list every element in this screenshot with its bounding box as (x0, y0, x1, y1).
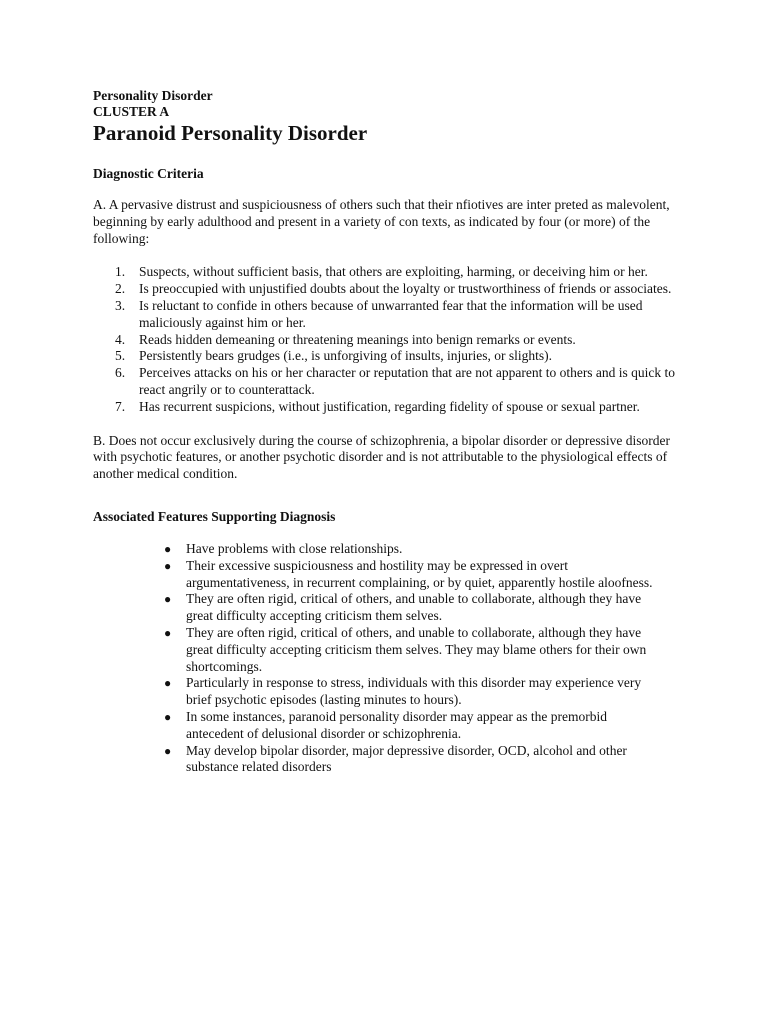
criteria-number: 3. (115, 297, 126, 313)
list-item-text: May develop bipolar disorder, major depressive disorder, OCD, alcohol and other substance related disorders (186, 742, 627, 775)
criteria-text: Persistently bears grudges (i.e., is unforgiving of insults, injuries, or slights). (139, 348, 552, 364)
list-item-text: They are often rigid, critical of others, and unable to collaborate, although they have great difficulty accepting criticism them selves. They may blame others for their own shortcomings. (186, 624, 647, 674)
criteria-number: 1. (115, 264, 126, 280)
criteria-number: 5. (115, 348, 126, 364)
bullet-icon: ● (164, 676, 172, 691)
list-item-text: Particularly in response to stress, individuals with this disorder may experience very brief psychotic episodes (lasting minutes to hours). (186, 675, 642, 708)
bullet-icon: ● (164, 743, 172, 758)
criteria-text: Is preoccupied with unjustified doubts about the loyalty or trustworthiness of friends or associates. (139, 281, 672, 297)
list-item (93, 625, 666, 675)
criteria-list (93, 264, 683, 415)
criteria-text: Suspects, without sufficient basis, that others are exploiting, harming, or deceiving him or her. (139, 264, 648, 280)
criteria-text: Has recurrent suspicions, without justification, regarding fidelity of spouse or sexual partner. (139, 398, 640, 414)
bullet-icon: ● (164, 541, 172, 556)
criteria-item (93, 399, 683, 416)
list-item (93, 743, 666, 777)
criteria-number: 2. (115, 281, 126, 297)
criteria-item (93, 332, 683, 349)
criteria-text: Is reluctant to confide in others because of unwarranted fear that the information will be used maliciously against him or her. (139, 297, 643, 330)
bullet-icon: ● (164, 625, 172, 640)
list-item (93, 558, 666, 592)
criteria-item (93, 348, 683, 365)
page-title: Paranoid Personality Disorder (93, 121, 368, 145)
list-item (93, 541, 666, 558)
document-kicker: Personality Disorder (93, 88, 213, 103)
criteria-number: 4. (115, 331, 126, 347)
criteria-item (93, 264, 683, 281)
list-item (93, 709, 666, 743)
cluster-label: CLUSTER A (93, 104, 170, 119)
criteria-item (93, 298, 683, 332)
criteria-item (93, 281, 683, 298)
bullet-icon: ● (164, 558, 172, 573)
criteria-item (93, 365, 683, 399)
associated-features-list (93, 541, 683, 776)
criteria-text: Reads hidden demeaning or threatening meanings into benign remarks or events. (139, 331, 576, 347)
bullet-icon: ● (164, 709, 172, 724)
criterion-b: B. Does not occur exclusively during the course of schizophrenia, a bipolar disorder or depressive disorder with psychotic features, or another psychotic disorder and is not attributable to the physiological effects of another medical condition. (93, 432, 670, 482)
list-item-text: Have problems with close relationships. (186, 540, 403, 556)
bullet-icon: ● (164, 592, 172, 607)
list-item (93, 591, 666, 625)
criteria-number: 6. (115, 365, 126, 381)
criterion-a: A. A pervasive distrust and suspiciousness of others such that their nfiotives are inter preted as malevolent, beginning by early adulthood and present in a variety of con texts, as indicated by four (or more) of the following: (93, 197, 670, 246)
document-page (93, 86, 683, 776)
associated-features-heading: Associated Features Supporting Diagnosis (93, 508, 336, 524)
diagnostic-criteria-heading: Diagnostic Criteria (93, 166, 204, 181)
list-item (93, 675, 666, 709)
list-item-text: They are often rigid, critical of others, and unable to collaborate, although they have great difficulty accepting criticism them selves. (186, 591, 642, 624)
list-item-text: In some instances, paranoid personality disorder may appear as the premorbid antecedent of delusional disorder or schizophrenia. (186, 708, 607, 741)
list-item-text: Their excessive suspiciousness and hostility may be expressed in overt argumentativeness, in recurrent complaining, or by quiet, apparently hostile aloofness. (186, 557, 653, 590)
criteria-number: 7. (115, 398, 126, 414)
criteria-text: Perceives attacks on his or her character or reputation that are not apparent to others and is quick to react angrily or to counterattack. (139, 365, 676, 397)
